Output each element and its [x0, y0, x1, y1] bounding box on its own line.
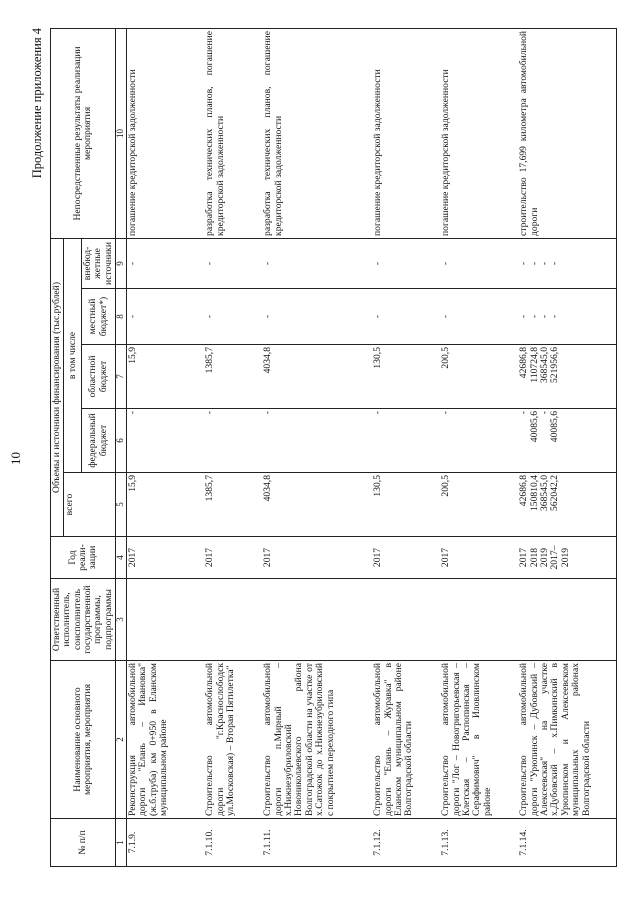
header-federal: федеральный бюджет — [82, 409, 116, 473]
row-extrabudget-value: - — [262, 261, 274, 266]
row-federal-value: 40085,6 — [528, 411, 540, 443]
row-federal — [440, 409, 518, 473]
header-year: Год реали-зации — [51, 537, 116, 579]
row-number: 7.1.11. — [262, 819, 372, 867]
row-total-value: 15,9 — [126, 475, 138, 492]
continuation-note: Продолжение приложения 4 — [30, 28, 44, 179]
table-row — [204, 28, 262, 866]
row-regional-value: 4034,8 — [262, 347, 274, 374]
column-number: 7 — [116, 345, 127, 409]
column-number: 3 — [116, 579, 127, 661]
table-row — [440, 28, 518, 866]
row-year-value: 2017 — [204, 547, 216, 568]
row-federal-value: - — [539, 411, 551, 415]
row-total — [262, 473, 372, 537]
row-extrabudget — [126, 238, 204, 288]
header-extrabudget: внебюд-жетные источники — [82, 238, 116, 288]
row-total-value: 1385,7 — [204, 475, 216, 502]
header-name: Наименование основного мероприятия, мероприятия — [51, 661, 116, 819]
column-number: 9 — [116, 238, 127, 288]
table-row — [262, 28, 372, 866]
row-responsible — [126, 579, 204, 661]
row-number: 7.1.9. — [126, 819, 204, 867]
row-name: Реконструкция автомобильной дороги "Елань – Ивановка" (ж.б.труба) км 0+950 в Еланском муниципальном районе — [126, 661, 204, 819]
row-responsible — [262, 579, 372, 661]
row-result: строительство 17,699 километра автомобильной дороги — [518, 28, 616, 238]
row-regional — [126, 345, 204, 409]
row-number: 7.1.12. — [372, 819, 440, 867]
row-federal — [518, 409, 616, 473]
row-local-value: - — [204, 314, 216, 319]
row-result: погашение кредиторской задолженности — [126, 28, 204, 238]
row-regional-value: 368545,0 — [539, 347, 551, 383]
row-extrabudget-value: - — [440, 261, 452, 266]
row-local — [262, 289, 372, 345]
row-responsible — [440, 579, 518, 661]
header-regional: областной бюджет — [82, 345, 116, 409]
row-extrabudget-value: - — [539, 261, 551, 266]
row-extrabudget — [372, 238, 440, 288]
column-number: 2 — [116, 661, 127, 819]
row-year — [518, 537, 616, 579]
row-year-value: 2017–2019 — [549, 545, 571, 570]
column-numbers-row — [116, 28, 127, 866]
row-local-value: - — [549, 314, 561, 319]
row-number: 7.1.10. — [204, 819, 262, 867]
row-year-value: 2017 — [518, 547, 530, 568]
header-responsible: Ответственный исполнитель, соисполнитель государственной программы, подпрограммы — [51, 579, 116, 661]
row-federal-value: 40085,6 — [549, 411, 561, 443]
row-local — [372, 289, 440, 345]
row-year — [126, 537, 204, 579]
row-local — [126, 289, 204, 345]
header-results: Непосредственные результаты реализации мероприятия — [51, 28, 116, 238]
row-year-value: 2018 — [528, 547, 540, 568]
row-local — [440, 289, 518, 345]
row-name: Строительство автомобильной дороги "Урюпинск – Дубовский – Алексеевская" на участке х.Дубовский – х.Пимкинский в Урюпинском и Алексеевском муниципальных районах Волгоградской области — [518, 661, 616, 819]
row-local-value: - — [372, 314, 384, 319]
row-federal-value: - — [440, 411, 452, 415]
row-year — [262, 537, 372, 579]
row-federal — [204, 409, 262, 473]
row-local — [518, 289, 616, 345]
row-regional-value: 15,9 — [126, 347, 138, 364]
row-federal — [262, 409, 372, 473]
row-regional-value: 130,5 — [372, 347, 384, 369]
row-regional-value: 521956,6 — [549, 347, 561, 383]
row-extrabudget — [262, 238, 372, 288]
row-extrabudget-value: - — [549, 261, 561, 266]
table-row — [126, 28, 204, 866]
header-num: № п/п — [51, 819, 116, 867]
row-result: погашение кредиторской задолженности — [372, 28, 440, 238]
row-regional — [262, 345, 372, 409]
row-extrabudget — [204, 238, 262, 288]
row-extrabudget-value: - — [126, 261, 138, 266]
row-regional-value: 110724,8 — [528, 347, 540, 383]
row-extrabudget — [518, 238, 616, 288]
row-regional — [518, 345, 616, 409]
column-number: 4 — [116, 537, 127, 579]
row-year-value: 2017 — [440, 547, 452, 568]
row-total — [518, 473, 616, 537]
row-responsible — [204, 579, 262, 661]
row-local — [204, 289, 262, 345]
row-extrabudget-value: - — [204, 261, 216, 266]
row-regional — [372, 345, 440, 409]
row-regional-value: 1385,7 — [204, 347, 216, 374]
row-local-value: - — [518, 314, 530, 319]
row-responsible — [372, 579, 440, 661]
row-name: Строительство автомобильной дороги п.Мирный – х.Нижнезубриловский Новониколаевского района Волгоградской области на участке от х.Сатожок до х.Нижнезубриловский с покрытием переходного типа — [262, 661, 372, 819]
row-number: 7.1.14. — [518, 819, 616, 867]
column-number: 5 — [116, 473, 127, 537]
row-year-value: 2017 — [126, 547, 138, 568]
row-local-value: - — [126, 314, 138, 319]
row-year-value: 2017 — [262, 547, 274, 568]
page-number: 10 — [8, 452, 23, 465]
column-number: 1 — [116, 819, 127, 867]
row-total — [372, 473, 440, 537]
table-row — [518, 28, 616, 866]
row-year-value: 2017 — [372, 547, 384, 568]
row-extrabudget-value: - — [518, 261, 530, 266]
row-regional-value: 42686,8 — [518, 347, 530, 379]
row-total-value: 368545,0 — [539, 475, 551, 511]
row-total — [440, 473, 518, 537]
row-total-value: 4034,8 — [262, 475, 274, 502]
row-federal-value: - — [262, 411, 274, 415]
row-extrabudget-value: - — [528, 261, 540, 266]
header-total: всего — [64, 473, 116, 537]
program-table — [50, 28, 617, 867]
column-number: 8 — [116, 289, 127, 345]
row-total-value: 562042,2 — [549, 475, 561, 511]
row-federal-value: - — [126, 411, 138, 415]
row-total — [204, 473, 262, 537]
row-extrabudget-value: - — [372, 261, 384, 266]
column-number: 10 — [116, 28, 127, 238]
row-regional — [204, 345, 262, 409]
row-total-value: 130,5 — [372, 475, 384, 497]
row-year — [440, 537, 518, 579]
row-name: Строительство автомобильной дороги "г.Краснослободск ул.Московская) – Вторая Пятилетка" — [204, 661, 262, 819]
row-federal-value: - — [204, 411, 216, 415]
row-federal-value: - — [518, 411, 530, 415]
row-local-value: - — [539, 314, 551, 319]
row-total-value: 200,5 — [440, 475, 452, 497]
row-regional — [440, 345, 518, 409]
row-federal — [372, 409, 440, 473]
row-total-value: 150810,4 — [528, 475, 540, 511]
row-local-value: - — [528, 314, 540, 319]
header-local: местный бюджет*) — [82, 289, 116, 345]
row-federal — [126, 409, 204, 473]
row-name: Строительство автомобильной дороги "Лог – Новогригорьевская – Клетская – Распопинская – Серафимович" в Иловлинском районе — [440, 661, 518, 819]
row-responsible — [518, 579, 616, 661]
row-year — [204, 537, 262, 579]
row-number: 7.1.13. — [440, 819, 518, 867]
row-total — [126, 473, 204, 537]
table-body — [126, 28, 616, 866]
row-regional-value: 200,5 — [440, 347, 452, 369]
header-including: в том числе — [64, 238, 82, 472]
row-year-value: 2019 — [539, 547, 551, 568]
row-total-value: 42686,8 — [518, 475, 530, 507]
row-year — [372, 537, 440, 579]
row-local-value: - — [440, 314, 452, 319]
row-result: погашение кредиторской задолженности — [440, 28, 518, 238]
row-federal-value: - — [372, 411, 384, 415]
row-result: разработка технических планов, погашение кредиторской задолженности — [204, 28, 262, 238]
row-local-value: - — [262, 314, 274, 319]
header-funding: Объемы и источники финансирования (тыс.рублей) — [51, 238, 64, 536]
table-row — [372, 28, 440, 866]
row-result: разработка технических планов, погашение кредиторской задолженности — [262, 28, 372, 238]
column-number: 6 — [116, 409, 127, 473]
row-extrabudget — [440, 238, 518, 288]
row-name: Строительство автомобильной дороги "Елань – Журавка" в Еланском муниципальном районе Волгоградской области — [372, 661, 440, 819]
